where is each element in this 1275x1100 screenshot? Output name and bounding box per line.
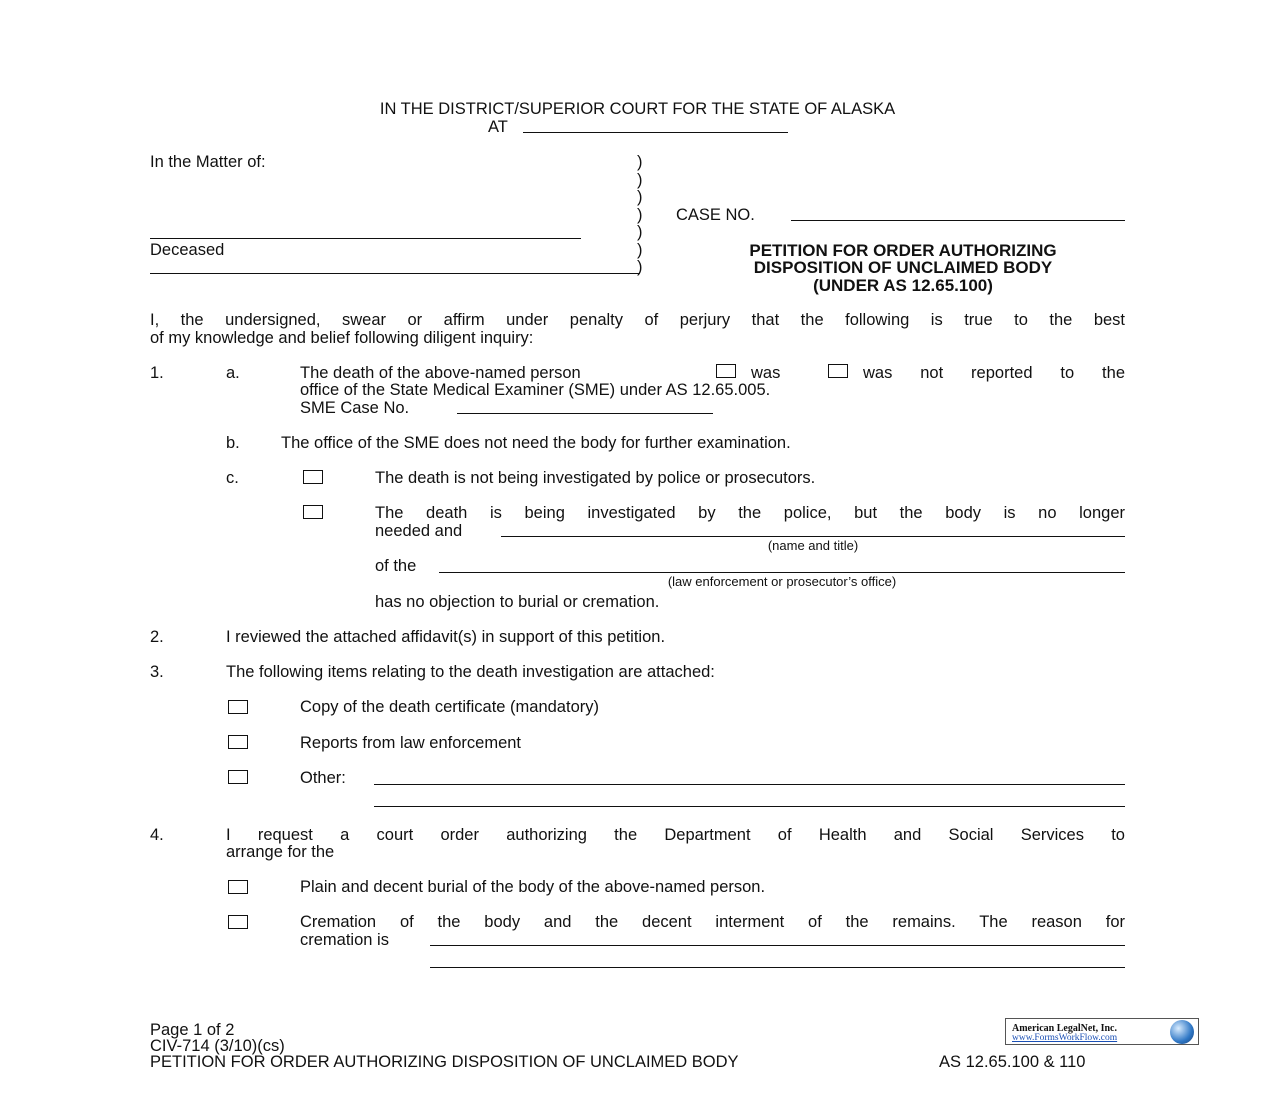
burial-label: Plain and decent burial of the body of the above-named person. (300, 878, 766, 896)
other-field-line2[interactable] (374, 806, 1125, 807)
cremation-reason-field-line2[interactable] (430, 967, 1125, 968)
cremation-reason-field[interactable] (430, 945, 1125, 946)
item3-number: 3. (150, 663, 164, 681)
reported-was-not-label: was not reported to the (863, 364, 1125, 382)
form-title-line2: DISPOSITION OF UNCLAIMED BODY (753, 258, 1053, 277)
needed-and-label: needed and (375, 522, 463, 540)
item4-line1: I request a court order authorizing the Department of Health and Social Services to (226, 826, 1125, 844)
caption-bottom-rule (150, 273, 640, 274)
other-field[interactable] (374, 784, 1125, 785)
officer-name-title-field[interactable] (501, 536, 1125, 537)
item1a-text-cont: office of the State Medical Examiner (SME) under AS 12.65.005. (300, 381, 771, 399)
office-caption: (law enforcement or prosecutor’s office) (667, 574, 897, 589)
at-label: AT (488, 118, 508, 136)
logo-url-link[interactable]: www.FormsWorkFlow.com (1012, 1033, 1118, 1043)
sme-case-label: SME Case No. (300, 399, 410, 417)
cremation-checkbox[interactable] (228, 915, 248, 929)
cremation-label: Cremation of the body and the decent interment of the remains. The reason for (300, 913, 1125, 931)
item2-text: I reviewed the attached affidavit(s) in support of this petition. (226, 628, 666, 646)
case-no-field[interactable] (791, 220, 1125, 221)
caption-paren: ) (637, 171, 643, 189)
item1-number: 1. (150, 364, 164, 382)
page-number: Page 1 of 2 (150, 1021, 235, 1039)
reported-was-label: was (751, 364, 781, 382)
not-investigated-checkbox[interactable] (303, 470, 323, 484)
form-title-line3: (UNDER AS 12.65.100) (813, 276, 993, 295)
deceased-label: Deceased (150, 241, 225, 259)
intro-line1: I, the undersigned, swear or affirm under penalty of perjury that the following is true to the best (150, 311, 1125, 329)
reported-was-checkbox[interactable] (716, 364, 736, 378)
cremation-reason-label: cremation is (300, 931, 389, 949)
death-certificate-label: Copy of the death certificate (mandatory) (300, 698, 599, 716)
footer-statute: AS 12.65.100 & 110 (939, 1053, 1086, 1071)
item4-line2: arrange for the (226, 843, 335, 861)
form-number: CIV-714 (3/10)(cs) (150, 1037, 285, 1055)
burial-checkbox[interactable] (228, 880, 248, 894)
caption-paren: ) (637, 153, 643, 171)
death-certificate-checkbox[interactable] (228, 700, 248, 714)
law-enforcement-reports-checkbox[interactable] (228, 735, 248, 749)
item3-text: The following items relating to the death investigation are attached: (226, 663, 715, 681)
matter-label: In the Matter of: (150, 153, 266, 171)
not-investigated-label: The death is not being investigated by police or prosecutors. (375, 469, 816, 487)
decedent-name-field[interactable] (150, 238, 581, 239)
item1a-text: The death of the above-named person (300, 364, 581, 382)
caption-paren: ) (637, 188, 643, 206)
name-title-caption: (name and title) (767, 538, 859, 553)
caption-paren: ) (637, 223, 643, 241)
reported-was-not-checkbox[interactable] (828, 364, 848, 378)
item2-number: 2. (150, 628, 164, 646)
item4-number: 4. (150, 826, 164, 844)
at-location-field[interactable] (523, 132, 788, 133)
caption-paren: ) (637, 258, 643, 276)
sme-case-field[interactable] (457, 413, 713, 414)
being-investigated-checkbox[interactable] (303, 505, 323, 519)
other-label: Other: (300, 769, 346, 787)
law-enforcement-reports-label: Reports from law enforcement (300, 734, 522, 752)
law-enforcement-office-field[interactable] (439, 572, 1125, 573)
being-investigated-label: The death is being investigated by the police, but the body is no longer (375, 504, 1125, 522)
logo-company-name: American LegalNet, Inc. (1012, 1023, 1117, 1034)
footer-form-title: PETITION FOR ORDER AUTHORIZING DISPOSITION OF UNCLAIMED BODY (150, 1053, 739, 1071)
no-objection-text: has no objection to burial or cremation. (375, 593, 660, 611)
form-title-line1: PETITION FOR ORDER AUTHORIZING (749, 241, 1057, 260)
caption-paren: ) (637, 241, 643, 259)
caption-paren: ) (637, 206, 643, 224)
item1b-text: The office of the SME does not need the body for further examination. (281, 434, 791, 452)
of-the-label: of the (375, 557, 417, 575)
other-checkbox[interactable] (228, 770, 248, 784)
item1a-label: a. (226, 364, 240, 382)
american-legalnet-logo[interactable] (1005, 1018, 1199, 1045)
item1b-label: b. (226, 434, 240, 452)
court-heading: IN THE DISTRICT/SUPERIOR COURT FOR THE STATE OF ALASKA (379, 100, 896, 118)
case-no-label: CASE NO. (676, 206, 755, 224)
globe-icon (1170, 1020, 1194, 1044)
intro-line2: of my knowledge and belief following diligent inquiry: (150, 329, 534, 347)
item1c-label: c. (226, 469, 239, 487)
